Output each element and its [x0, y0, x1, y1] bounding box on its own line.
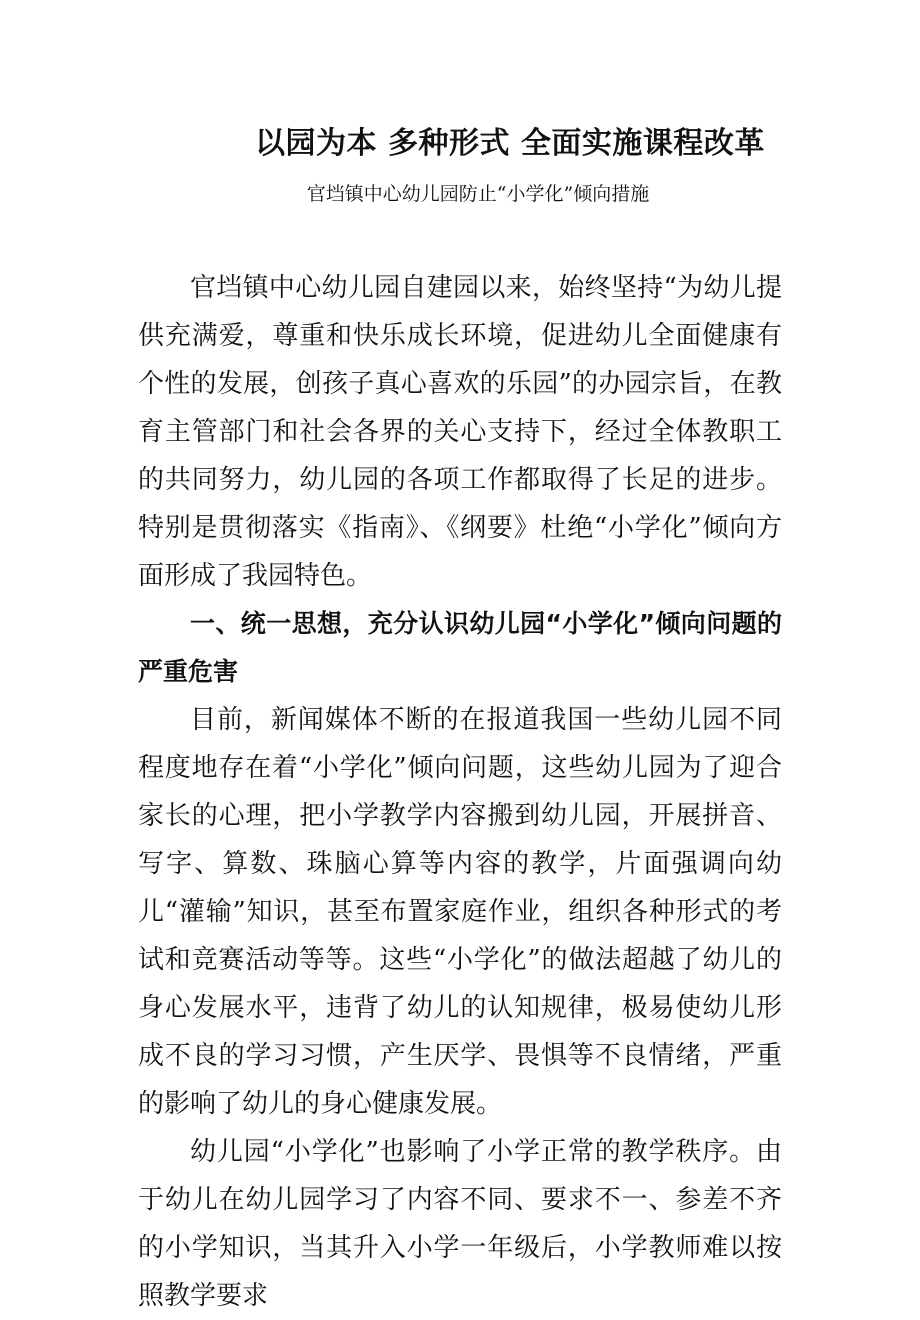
document-subtitle: 官垱镇中心幼儿园防止“小学化”倾向措施: [306, 183, 650, 205]
paragraph-impact: 幼儿园“小学化”也影响了小学正常的教学秩序。由于幼儿在幼儿园学习了内容不同、要求不一、参差不齐的小学知识，当其升入小学一年级后，小学教师难以按照教学要求: [138, 1137, 782, 1311]
section-heading-1: 一、统一思想，充分认识幼儿园“小学化”倾向问题的严重危害: [138, 609, 782, 686]
paragraph-harm: 目前，新闻媒体不断的在报道我国一些幼儿园不同程度地存在着“小学化”倾向问题，这些幼儿园为了迎合家长的心理，把小学教学内容搬到幼儿园，开展拼音、写字、算数、珠脑心算等内容的教学，片面强调向幼儿“灌输”知识，甚至布置家庭作业，组织各种形式的考试和竞赛活动等等。这些“小学化”的做法超越了幼儿的身心发展水平，违背了幼儿的认知规律，极易使幼儿形成不良的学习习惯，产生厌学、畏惧等不良情绪，严重的影响了幼儿的身心健康发展。: [138, 705, 782, 1119]
document-body: [138, 264, 782, 1320]
paragraph-intro: 官垱镇中心幼儿园自建园以来，始终坚持“为幼儿提供充满爱，尊重和快乐成长环境，促进幼儿全面健康有个性的发展，创孩子真心喜欢的乐园”的办园宗旨，在教育主管部门和社会各界的关心支持下，经过全体教职工的共同努力，幼儿园的各项工作都取得了长足的进步。特别是贯彻落实《指南》、《纲要》杜绝“小学化”倾向方面形成了我园特色。: [138, 273, 782, 591]
document-title: 以园为本 多种形式 全面实施课程改革: [255, 126, 765, 161]
